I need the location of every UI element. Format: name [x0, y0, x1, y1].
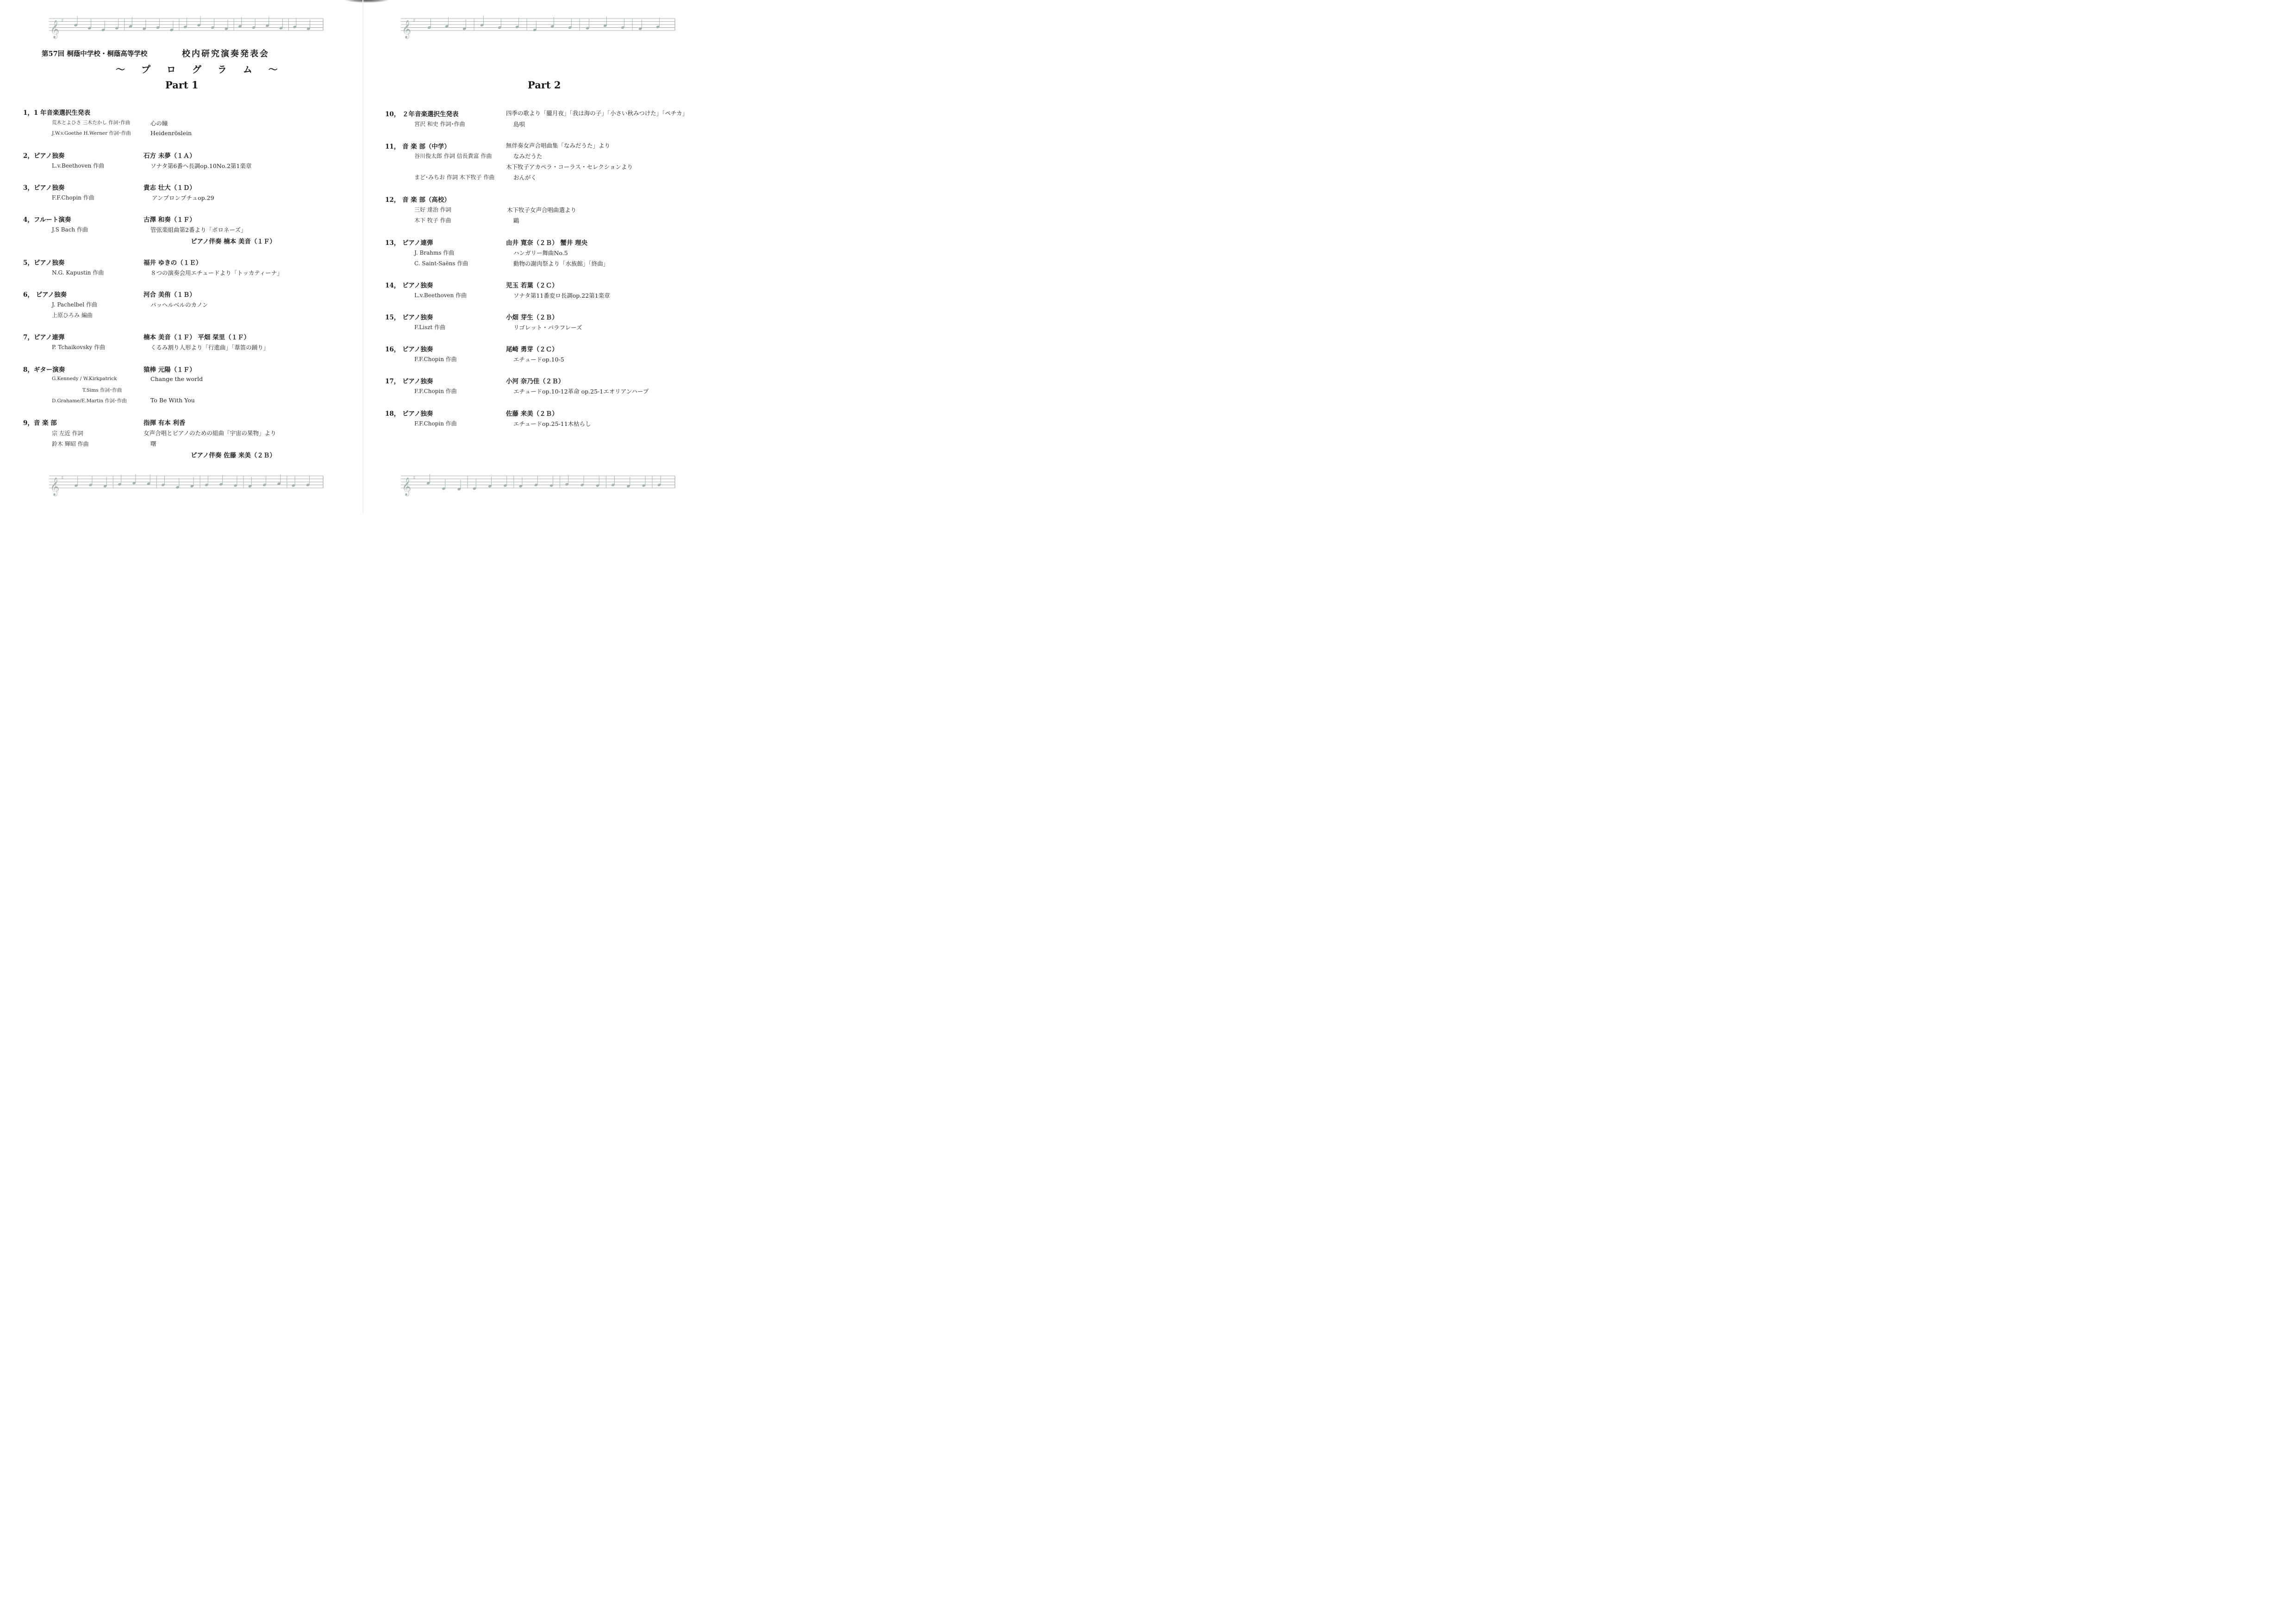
- piece-title: 木下牧子アカペラ・コーラス・セレクションより: [506, 163, 633, 170]
- program-item-title: 16， ピアノ独奏: [385, 346, 433, 353]
- performer-name: 由井 寛奈（２Ｂ） 蟹井 理央: [506, 239, 588, 247]
- program-item-title: 14， ピアノ独奏: [385, 282, 433, 289]
- program-item-title: 12， 音 楽 部（高校）: [385, 196, 450, 204]
- piece-title: 管弦楽組曲第2番より「ポロネーズ」: [150, 226, 247, 233]
- program-item-title: 10， ２年音楽選択生発表: [385, 111, 459, 118]
- svg-text:𝄞: 𝄞: [402, 20, 412, 38]
- piece-title: 動物の謝肉祭より「水族館」「終曲」: [513, 260, 609, 267]
- composer-credit: まど･みちお 作詞 木下牧子 作曲: [414, 174, 495, 181]
- composer-credit: J. Pachelbel 作曲: [52, 301, 98, 308]
- piece-title: To Be With You: [150, 397, 195, 404]
- svg-text:𝄞: 𝄞: [50, 477, 60, 496]
- svg-text:♯: ♯: [61, 474, 64, 481]
- music-staff-icon-svg: [401, 473, 675, 496]
- program-item-title: 18， ピアノ独奏: [385, 410, 433, 418]
- program-item-title: 5，ピアノ独奏: [23, 259, 65, 267]
- piece-title: ソナタ第6番ヘ長調op.10No.2第1楽章: [150, 162, 252, 169]
- composer-credit: G.Kennedy / W.Kirkpatrick: [52, 376, 117, 381]
- composer-credit: N.G. Kapustin 作曲: [52, 269, 104, 276]
- music-staff-icon: [49, 473, 323, 496]
- piece-title: エチュードop.10-5: [513, 356, 564, 363]
- composer-credit: 鈴木 輝昭 作曲: [52, 441, 89, 447]
- program-item-title: 2，ピアノ独奏: [23, 152, 65, 160]
- part2-heading: Part 2: [528, 79, 561, 91]
- music-staff-icon-svg: [401, 16, 675, 39]
- piece-title: おんがく: [513, 174, 537, 181]
- accompanist-credit: ピアノ伴奏 楠本 美音（１Ｆ）: [191, 238, 276, 245]
- conductor-credit: 指揮 有本 利香: [144, 419, 186, 427]
- performer-name: 小河 奈乃佳（２Ｂ）: [506, 378, 565, 385]
- composer-credit: 荒木とよひさ 三木たかし 作詞･作曲: [52, 120, 131, 125]
- composer-credit: D.Grahame/E.Martin 作詞･作曲: [52, 398, 127, 404]
- performer-name: 石方 未夢（１Ａ）: [144, 152, 196, 160]
- composer-credit: J.W.v.Goethe H.Werner 作詞･作曲: [52, 131, 131, 136]
- composer-credit: 宮沢 和史 作詞･作曲: [414, 121, 465, 127]
- performer-name: 河合 美侑（１Ｂ）: [144, 291, 196, 299]
- performer-name: 佐藤 来美（２Ｂ）: [506, 410, 558, 418]
- composer-credit: P. Tchaikovsky 作曲: [52, 344, 106, 350]
- piece-title: Heidenröslein: [150, 130, 192, 137]
- svg-text:♯: ♯: [413, 17, 416, 24]
- piece-title: 島唄: [513, 121, 525, 128]
- piece-title: 無伴奏女声合唱曲集「なみだうた」より: [506, 142, 611, 149]
- composer-credit: T.Sims 作詞･作曲: [82, 387, 122, 393]
- lyricist-credit: 宗 左近 作詞: [52, 430, 83, 437]
- svg-text:♯: ♯: [61, 17, 64, 24]
- piece-title: リゴレット・パラフレーズ: [513, 324, 582, 331]
- piece-title: 曙: [150, 440, 156, 447]
- piece-title: ８つの演奏会用エチュードより「トッカティーナ」: [150, 269, 283, 276]
- piece-title: 鷗: [513, 217, 519, 224]
- program-item-title: 4，フルート演奏: [23, 216, 71, 224]
- event-name: 校内研究演奏発表会: [182, 49, 269, 59]
- music-staff-icon: [49, 16, 323, 39]
- music-staff-icon: [401, 16, 675, 39]
- piece-title: ハンガリー舞曲No.5: [513, 250, 568, 256]
- music-staff-icon: [401, 473, 675, 496]
- performer-name: 尾崎 勇芽（２Ｃ）: [506, 346, 558, 353]
- composer-credit: 谷川俊太郎 作詞 信長貴富 作曲: [414, 153, 492, 159]
- music-staff-icon-svg: [49, 473, 323, 496]
- performer-name: 児玉 若葉（２Ｃ）: [506, 282, 558, 289]
- program-item-title: 9，音 楽 部: [23, 419, 57, 427]
- piece-title: アンプロンプチュop.29: [152, 194, 214, 201]
- program-item-title: 11， 音 楽 部（中学）: [385, 143, 450, 150]
- performer-name: 猿棒 元陽（１Ｆ）: [144, 366, 196, 374]
- accompanist-credit: ピアノ伴奏 佐藤 来美（２Ｂ）: [191, 452, 276, 459]
- composer-credit: L.v.Beethoven 作曲: [52, 162, 105, 169]
- piece-title: くるみ割り人形より「行進曲」「葦笛の踊り」: [150, 344, 269, 351]
- performer-name: 福井 ゆきの（１Ｅ）: [144, 259, 202, 267]
- program-item-title: 8，ギター演奏: [23, 366, 65, 374]
- piece-title: エチュードop.10-12革命 op.25-1エオリアンハープ: [513, 388, 649, 395]
- piece-title: なみだうた: [513, 153, 543, 160]
- program-item-title: 7，ピアノ連弾: [23, 334, 65, 341]
- lyricist-credit: 三好 達治 作詞: [414, 206, 451, 213]
- music-staff-icon-svg: [49, 16, 323, 39]
- program-title: ～ プ ロ グ ラ ム ～: [116, 64, 284, 75]
- page-fold: [362, 0, 363, 513]
- composer-credit: L.v.Beethoven 作曲: [414, 292, 467, 299]
- program-item-title: 17， ピアノ独奏: [385, 378, 433, 385]
- piece-title: 心の瞳: [150, 120, 168, 127]
- part1-heading: Part 1: [165, 79, 199, 91]
- program-item-title: 15， ピアノ独奏: [385, 314, 433, 321]
- piece-title: 四季の歌より「朧月夜」「我は海の子」「小さい秋みつけた」「ペチカ」: [506, 110, 688, 117]
- school-name: 第57回 桐蔭中学校・桐蔭高等学校: [42, 50, 148, 58]
- program-item-title: 6， ピアノ独奏: [23, 291, 67, 299]
- program-item-title: 13， ピアノ連弾: [385, 239, 433, 247]
- svg-text:♯: ♯: [413, 474, 416, 481]
- composer-credit: J. Brahms 作曲: [414, 250, 455, 256]
- performer-name: 古澤 和奏（１Ｆ）: [144, 216, 196, 224]
- composer-credit: F.F.Chopin 作曲: [414, 420, 457, 427]
- piece-title: エチュードop.25-11木枯らし: [513, 420, 591, 427]
- performer-name: 楠本 美音（１Ｆ） 平畑 栞里（１Ｆ）: [144, 334, 250, 341]
- piece-title: ソナタ第11番変ロ長調op.22第1楽章: [513, 292, 610, 299]
- composer-credit: 木下 牧子 作曲: [414, 217, 451, 224]
- svg-text:𝄞: 𝄞: [50, 20, 60, 38]
- piece-title: パッヘルベルのカノン: [150, 301, 208, 308]
- piece-title: 女声合唱とピアノのための組曲「宇宙の果物」より: [144, 430, 276, 437]
- performer-name: 貴志 壮大（１Ｄ）: [144, 184, 196, 192]
- composer-credit: F.F.Chopin 作曲: [414, 356, 457, 362]
- concert-header: [42, 47, 301, 57]
- arranger-credit: 上原ひろみ 編曲: [52, 312, 93, 319]
- binding-shadow: [345, 0, 389, 3]
- composer-credit: F.F.Chopin 作曲: [52, 194, 94, 201]
- program-item-title: 1，1 年音楽選択生発表: [23, 109, 90, 117]
- piece-title: 木下牧子女声合唱曲選より: [507, 206, 577, 213]
- composer-credit: J.S Bach 作曲: [52, 226, 88, 233]
- program-item-title: 3，ピアノ独奏: [23, 184, 65, 192]
- composer-credit: F.F.Chopin 作曲: [414, 388, 457, 394]
- performer-name: 小畑 芽生（２Ｂ）: [506, 314, 558, 321]
- svg-text:𝄞: 𝄞: [402, 477, 412, 496]
- composer-credit: F.Liszt 作曲: [414, 324, 446, 331]
- piece-title: Change the world: [150, 375, 203, 382]
- composer-credit: C. Saint-Saëns 作曲: [414, 260, 468, 267]
